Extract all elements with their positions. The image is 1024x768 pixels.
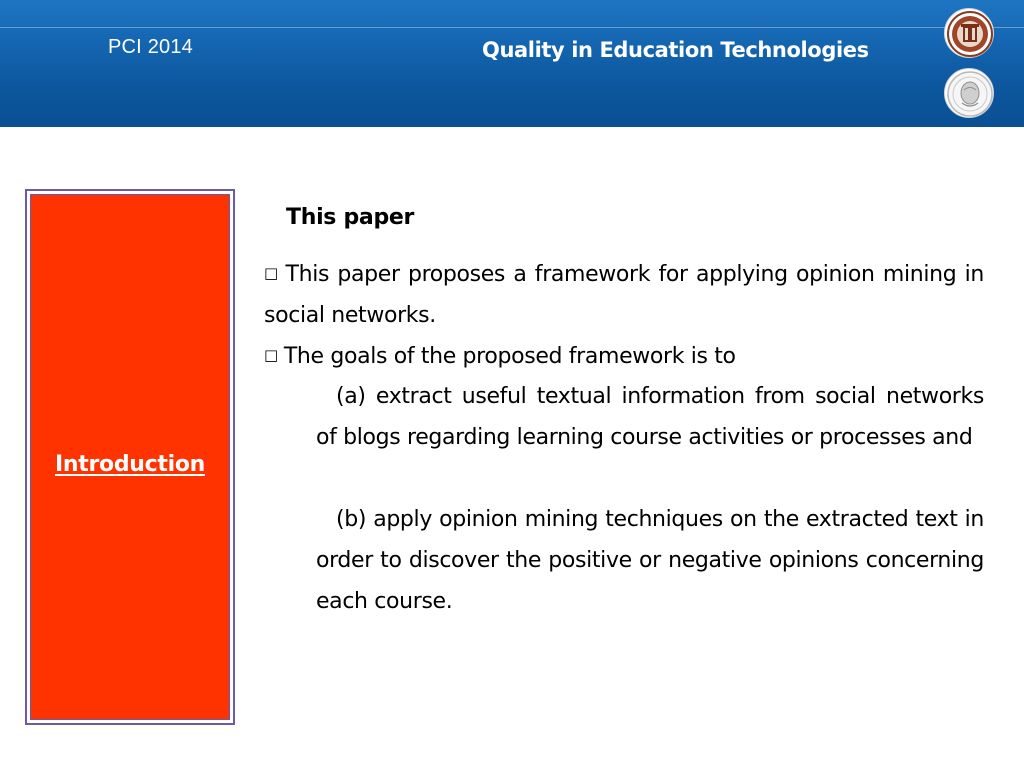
section-panel <box>30 194 230 720</box>
conference-title: PCI 2014 <box>108 36 193 58</box>
sub-item: (b) apply opinion mining techniques on the extracted text in order to discover the positive or negative opinions concerning each course. <box>316 507 984 614</box>
university-seal-icon <box>944 8 994 58</box>
square-bullet-icon: □ <box>264 346 278 364</box>
paragraph-text: This paper proposes a framework for applying opinion mining in social networks. <box>264 262 985 328</box>
paragraph-text: The goals of the proposed framework is to <box>283 344 736 369</box>
square-bullet-icon: □ <box>264 264 280 282</box>
section-label: Introduction <box>54 452 205 477</box>
section-panel-frame <box>25 189 235 725</box>
academic-head-medallion-icon <box>944 68 994 118</box>
header-divider <box>0 27 1024 28</box>
bullet-paragraph <box>264 335 984 377</box>
sub-item: (a) extract useful textual information from social networks of blogs regarding learning course activities or processes and <box>316 384 984 450</box>
bullet-paragraph <box>264 253 984 336</box>
header-band <box>0 0 1024 127</box>
content-title: This paper <box>286 205 415 230</box>
presentation-title: Quality in Education Technologies <box>482 38 869 62</box>
